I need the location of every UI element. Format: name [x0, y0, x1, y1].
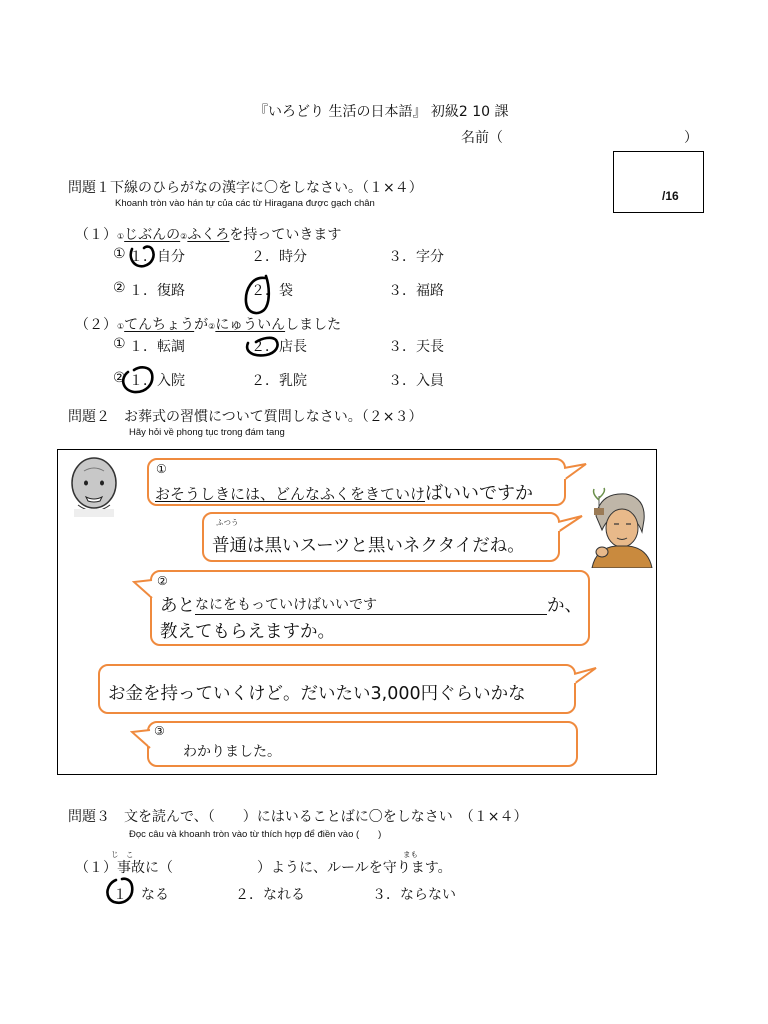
- speech-bubble-3: [150, 570, 590, 646]
- q3-item1-option1[interactable]: １．なる: [113, 887, 169, 903]
- q1-item2-mid: が: [194, 317, 209, 333]
- q1-title: 問題１下線のひらがなの漢字に〇をしなさい。（１×４）: [68, 180, 423, 196]
- q3-item1-option2[interactable]: ２．なれる: [235, 887, 305, 903]
- score-total: /16: [662, 189, 679, 203]
- q1-item2-marker2: ②: [208, 322, 216, 331]
- speech-bubble-1: [147, 458, 566, 506]
- q1-item2-row2-label: ②: [113, 370, 126, 386]
- q1-item1-number: （１）: [75, 227, 117, 243]
- q1-item2-row2-option1[interactable]: １．入院: [129, 373, 185, 389]
- speech-bubble-4: [98, 664, 576, 714]
- q1-item2-number: （２）: [75, 317, 117, 333]
- q1-item2-underlined1: てんちょう: [124, 317, 195, 333]
- bubble5-marker: ③: [154, 724, 165, 738]
- q2-subtitle: Hãy hỏi về phong tục trong đám tang: [129, 427, 285, 438]
- q3-subtitle: Đọc câu và khoanh tròn vào từ thích hợp để điền vào ( ): [129, 829, 382, 840]
- bubble5-written-answer[interactable]: わかりました。: [183, 744, 281, 760]
- bubble3-line2: 教えてもらえますか。: [160, 622, 335, 642]
- q1-item2-rest: しました: [285, 317, 342, 333]
- bubble1-tail: [564, 462, 588, 484]
- q1-item2-underlined2: にゅういん: [215, 317, 286, 333]
- bald-man-icon: [64, 453, 124, 517]
- q1-item1-row2-label: ②: [113, 280, 126, 296]
- hand-circle-q1-1-1: [131, 247, 154, 267]
- q3-ruby-jiko: じ こ: [111, 850, 134, 859]
- bubble3-prefix: あと: [160, 596, 195, 616]
- speech-bubble-5: [147, 721, 578, 767]
- hand-circle-q1-1-2: [246, 276, 269, 313]
- q1-item1-marker2: ②: [180, 232, 188, 241]
- plant-icon: [588, 486, 610, 516]
- q1-item1-row1-option3[interactable]: ３．字分: [388, 249, 444, 265]
- q1-item1-underlined2: ふくろ: [187, 227, 230, 243]
- q1-item1-row2-option1[interactable]: １．復路: [129, 283, 185, 299]
- q1-item1-row2-option2[interactable]: ２．袋: [251, 283, 293, 299]
- q1-item1-rest: を持っていきます: [229, 227, 342, 243]
- q1-item1-row1-option1[interactable]: １．自分: [129, 249, 185, 265]
- q1-item2-row1-option3[interactable]: ３．天長: [388, 339, 444, 355]
- bubble4-text: お金を持っていくけど。だいたい3,000円ぐらいかな: [108, 684, 526, 704]
- bubble3-tail: [132, 578, 154, 602]
- q3-ruby-mamo: まも: [403, 850, 418, 859]
- q3-item1-sentence: [75, 857, 452, 877]
- q1-item1-row1-option2[interactable]: ２．時分: [251, 249, 307, 265]
- hand-circle-q1-2-2: [123, 367, 152, 392]
- bubble1-written-answer[interactable]: おそうしきには、どんなふくをきていけ: [155, 485, 426, 503]
- q3-item1-option3[interactable]: ３．ならない: [372, 887, 456, 903]
- speech-bubble-2: [202, 512, 560, 562]
- q1-item2-row2-option3[interactable]: ３．入員: [388, 373, 444, 389]
- bubble1-suffix: ばいいですか: [425, 483, 534, 504]
- bubble1-text: [155, 479, 533, 505]
- q1-item1-row2-option3[interactable]: ３．福路: [388, 283, 444, 299]
- hand-circle-q1-2-1: [247, 338, 277, 356]
- q3-item1-number: （１）: [75, 860, 117, 876]
- q1-subtitle: Khoanh tròn vào hán tự của các từ Hiragana được gạch chân: [115, 198, 375, 209]
- q3-item1-text: 事故に（ ）ように、ルールを守ります。: [117, 860, 452, 876]
- q1-item2-row1-label: ①: [113, 336, 126, 352]
- q1-item1-row1-label: ①: [113, 246, 126, 262]
- bubble1-marker: ①: [156, 462, 167, 476]
- bubble2-tail: [558, 514, 584, 536]
- bubble3-written-answer[interactable]: なにをもっていけばいいです: [195, 594, 547, 615]
- bubble3-line1: [160, 592, 582, 617]
- q1-item1-marker1: ①: [117, 232, 125, 241]
- bubble3-marker: ②: [157, 574, 168, 588]
- q2-title: 問題２ お葬式の習慣について質問しなさい。（２×３）: [68, 409, 423, 425]
- bubble3-suffix: か、: [547, 596, 582, 616]
- name-close-paren: ）: [684, 130, 698, 146]
- bubble2-ruby: ふつう: [216, 518, 239, 527]
- q1-item2-row2-option2[interactable]: ２．乳院: [251, 373, 307, 389]
- q1-item1-underlined1: じぶんの: [124, 227, 181, 243]
- q1-item2-row1-option2[interactable]: ２．店長: [251, 339, 307, 355]
- bubble4-tail: [574, 666, 598, 688]
- bubble2-text: 普通は黒いスーツと黒いネクタイだね。: [212, 536, 525, 556]
- q1-item2-marker1: ①: [117, 322, 125, 331]
- name-label: 名前（: [461, 130, 503, 146]
- worksheet-title: 『いろどり 生活の日本語』 初級2 10 課: [254, 104, 509, 120]
- q1-item2-row1-option1[interactable]: １．転調: [129, 339, 185, 355]
- bubble5-tail: [130, 728, 152, 752]
- q3-title: 問題３ 文を読んで、（ ）にはいることばに〇をしなさい （１×４）: [68, 809, 528, 825]
